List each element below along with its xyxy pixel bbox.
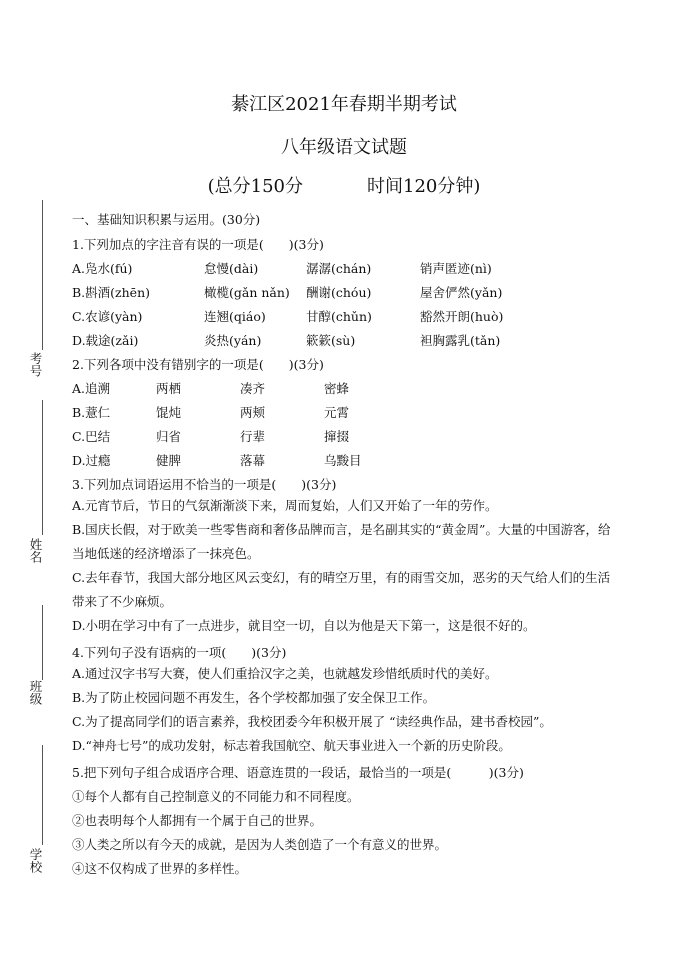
option-cell: 健脾 (156, 453, 182, 468)
exam-info (0, 172, 688, 198)
question-2-options-c (72, 427, 464, 445)
option-cell: 元霄 (324, 405, 350, 420)
question-4-option-d: D.“神舟七号”的成功发射，标志着我国航空、航天事业进入一个新的历史阶段。 (72, 738, 511, 753)
option-cell: 屋舍俨然(yǎn) (420, 285, 503, 300)
question-4-option-b: B.为了防止校园问题不再发生，各个学校都加强了安全保卫工作。 (72, 690, 436, 705)
option-cell: D.载途(zǎi) (72, 333, 139, 348)
margin-label-class: 班级 (28, 680, 43, 705)
question-1-stem: 1.下列加点的字注音有误的一项是( )(3分) (72, 237, 324, 252)
option-cell: 销声匿迹(nì) (420, 261, 492, 276)
question-1-options-a (72, 259, 560, 277)
question-4-stem: 4.下列句子没有语病的一项( )(3分) (72, 645, 287, 660)
margin-label-school: 学校 (28, 848, 43, 873)
option-cell: 甘醇(chǔn) (306, 309, 372, 324)
question-5-sentence-4: ④这不仅构成了世界的多样性。 (72, 861, 248, 876)
question-3-option-a: A.元宵节后，节日的气氛渐渐淡下来，周而复始，人们又开始了一年的劳作。 (72, 498, 498, 513)
question-1-options-d (72, 331, 560, 349)
section-heading: 一、基础知识积累与运用。(30分) (72, 212, 261, 227)
option-cell: 怠慢(dài) (204, 261, 259, 276)
option-cell: 归省 (156, 429, 182, 444)
option-cell: 连翘(qiáo) (204, 309, 266, 324)
question-3-stem: 3.下列加点词语运用不恰当的一项是( )(3分) (72, 477, 337, 492)
option-cell: C.农谚(yàn) (72, 309, 143, 324)
option-cell: 酬谢(chóu) (306, 285, 372, 300)
option-cell: D.过瘾 (72, 453, 111, 468)
exam-time: 时间120分钟) (367, 176, 481, 197)
exam-subtitle: 八年级语文试题 (281, 137, 407, 158)
option-cell: 潺潺(chán) (306, 261, 372, 276)
binding-line (42, 400, 43, 535)
question-5-sentence-2: ②也表明每个人都拥有一个属于自己的世界。 (72, 813, 323, 828)
binding-line (42, 605, 43, 680)
question-5-sentence-1: ①每个人都有自己控制意义的不同能力和不同程度。 (72, 789, 360, 804)
option-cell: C.巴结 (72, 429, 111, 444)
option-cell: 两颊 (240, 405, 266, 420)
binding-line (42, 745, 43, 845)
question-4-option-a: A.通过汉字书写大赛，使人们重拾汉字之美，也就越发珍惜纸质时代的美好。 (72, 666, 498, 681)
question-3-option-c: C.去年春节，我国大部分地区风云变幻，有的晴空万里，有的雨雪交加，恶劣的天气给人们的生活带来了不少麻烦。 (72, 570, 611, 609)
option-cell: 撺掇 (324, 429, 350, 444)
total-score: (总分150分 (207, 176, 303, 197)
option-cell: 橄榄(gǎn nǎn) (204, 285, 290, 300)
option-cell: 两栖 (156, 381, 182, 396)
question-2-stem: 2.下列各项中没有错别字的一项是( )(3分) (72, 357, 324, 372)
option-cell: 落幕 (240, 453, 266, 468)
exam-title: 綦江区2021年春期半期考试 (231, 94, 457, 115)
option-cell: B.薏仁 (72, 405, 111, 420)
question-1-options-b (72, 283, 560, 301)
option-cell: 簌簌(sù) (306, 333, 356, 348)
question-5-stem: 5.把下列句子组合成语序合理、语意连贯的一段话，最恰当的一项是( )(3分) (72, 765, 524, 780)
question-2-options-d (72, 451, 464, 469)
option-cell: A.追溯 (72, 381, 111, 396)
question-4-option-c: C.为了提高同学们的语言素养，我校团委今年积极开展了 “读经典作品，建书香校园”。 (72, 714, 552, 729)
option-cell: 密蜂 (324, 381, 350, 396)
option-cell: B.斟酒(zhēn) (72, 285, 150, 300)
binding-line (42, 200, 43, 350)
margin-label-exam-number: 考号 (28, 352, 43, 377)
question-3-option-b: B.国庆长假，对于欧美一些零售商和奢侈品牌而言，是名副其实的“黄金周”。大量的中国游客，给当地低迷的经济增添了一抹亮色。 (72, 522, 611, 561)
margin-label-name: 姓名 (28, 538, 43, 563)
option-cell: 凑齐 (240, 381, 266, 396)
question-1-options-c (72, 307, 560, 325)
question-3-option-d: D.小明在学习中有了一点进步，就目空一切，自以为他是天下第一，这是很不好的。 (72, 618, 536, 633)
option-cell: A.凫水(fú) (72, 261, 133, 276)
option-cell: 豁然开朗(huò) (420, 309, 504, 324)
option-cell: 炎热(yán) (204, 333, 262, 348)
question-2-options-a (72, 379, 464, 397)
option-cell: 袒胸露乳(tǎn) (420, 333, 501, 348)
question-5-sentence-3: ③人类之所以有今天的成就，是因为人类创造了一个有意义的世界。 (72, 837, 448, 852)
option-cell: 馄炖 (156, 405, 182, 420)
question-2-options-b (72, 403, 464, 421)
option-cell: 行辈 (240, 429, 266, 444)
option-cell: 乌黢目 (324, 453, 362, 468)
